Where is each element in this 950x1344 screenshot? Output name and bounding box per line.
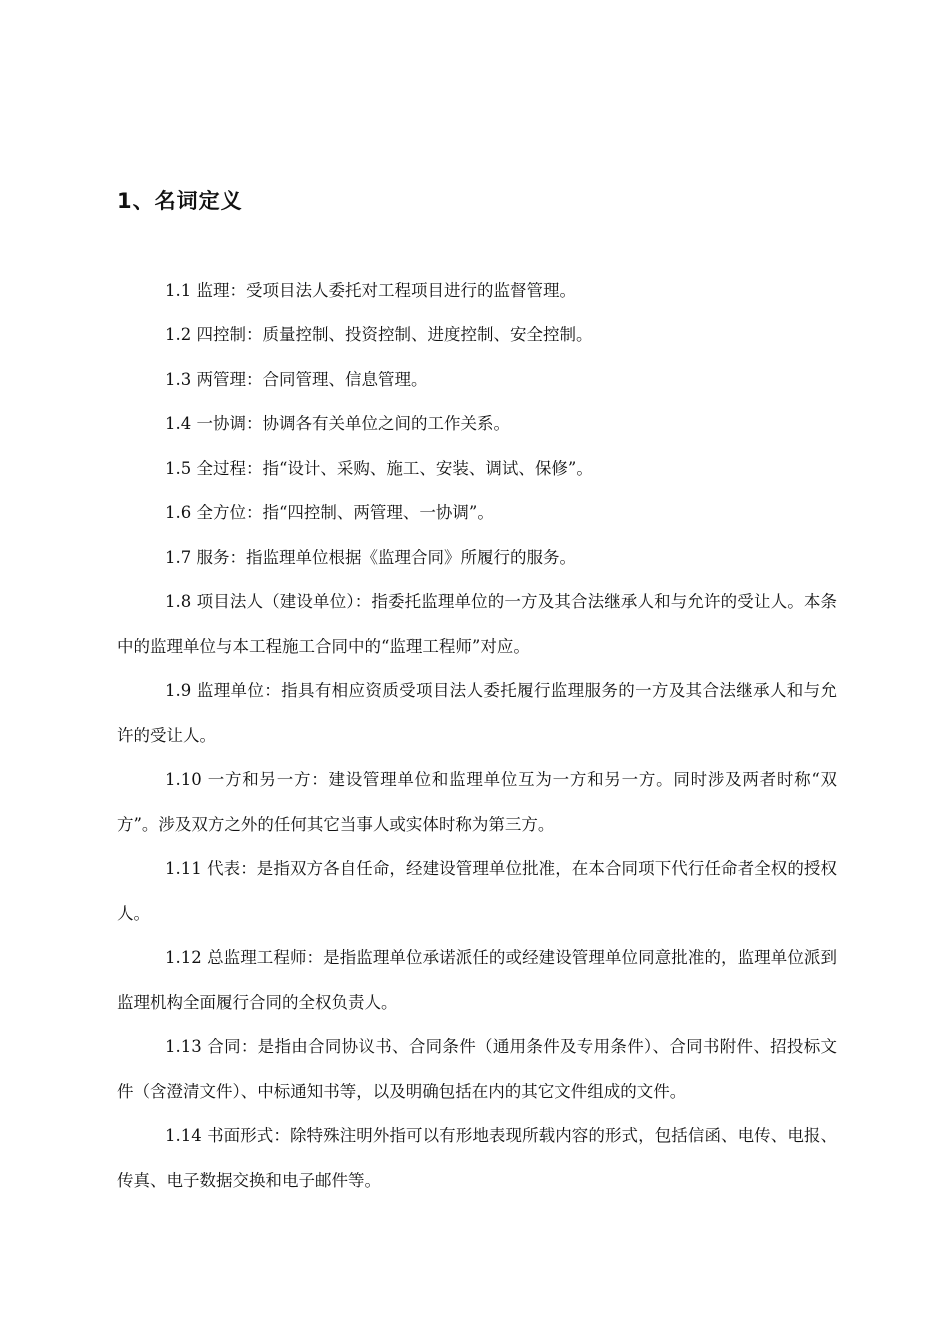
definition-1-10: 1.10 一方和另一方：建设管理单位和监理单位互为一方和另一方。同时涉及两者时称“双方”。涉及双方之外的任何其它当事人或实体时称为第三方。 bbox=[117, 770, 837, 834]
definition-1-13: 1.13 合同：是指由合同协议书、合同条件（通用条件及专用条件）、合同书附件、招投标文件（含澄清文件）、中标通知书等，以及明确包括在内的其它文件组成的文件。 bbox=[117, 1037, 837, 1101]
definition-1-2: 1.2 四控制：质量控制、投资控制、进度控制、安全控制。 bbox=[165, 325, 593, 344]
definition-1-3: 1.3 两管理：合同管理、信息管理。 bbox=[165, 370, 428, 389]
definition-1-5: 1.5 全过程：指“设计、采购、施工、安装、调试、保修”。 bbox=[165, 459, 593, 478]
definition-1-14: 1.14 书面形式：除特殊注明外指可以有形地表现所载内容的形式，包括信函、电传、电报、传真、电子数据交换和电子邮件等。 bbox=[117, 1126, 837, 1190]
definition-1-12: 1.12 总监理工程师：是指监理单位承诺派任的或经建设管理单位同意批准的，监理单位派到监理机构全面履行合同的全权负责人。 bbox=[117, 948, 837, 1012]
definition-1-9: 1.9 监理单位：指具有相应资质受项目法人委托履行监理服务的一方及其合法继承人和与允许的受让人。 bbox=[117, 681, 837, 745]
definition-1-4: 1.4 一协调：协调各有关单位之间的工作关系。 bbox=[165, 414, 510, 433]
definition-1-6: 1.6 全方位：指“四控制、两管理、一协调”。 bbox=[165, 503, 494, 522]
section-heading: 1、名词定义 bbox=[117, 189, 243, 213]
definition-1-7: 1.7 服务：指监理单位根据《监理合同》所履行的服务。 bbox=[165, 548, 576, 567]
definition-1-1: 1.1 监理：受项目法人委托对工程项目进行的监督管理。 bbox=[165, 281, 576, 300]
definition-1-8: 1.8 项目法人（建设单位）：指委托监理单位的一方及其合法继承人和与允许的受让人。本条中的监理单位与本工程施工合同中的“监理工程师”对应。 bbox=[117, 592, 837, 656]
definition-1-11: 1.11 代表：是指双方各自任命，经建设管理单位批准，在本合同项下代行任命者全权的授权人。 bbox=[117, 859, 837, 923]
